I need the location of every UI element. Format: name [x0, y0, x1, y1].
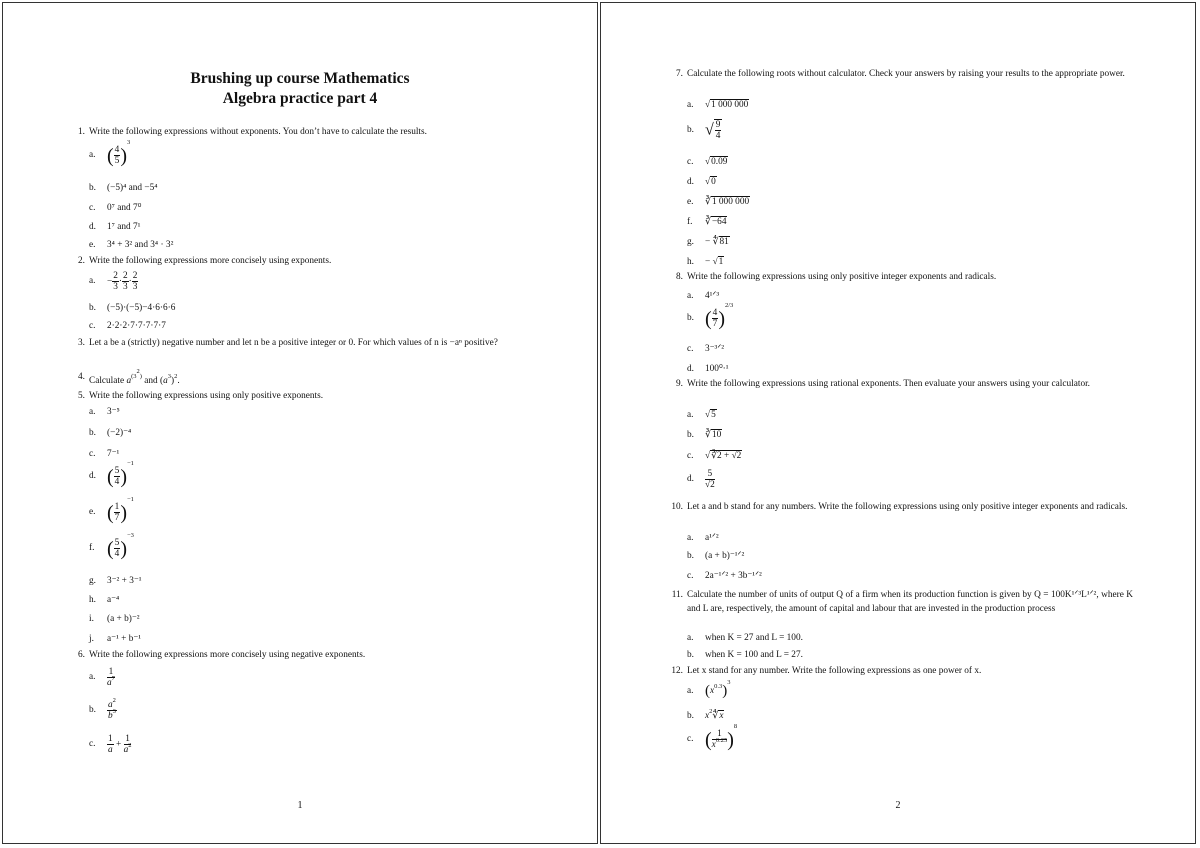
page-number: 1	[297, 800, 303, 811]
q7-f: f. ∛−64	[687, 217, 727, 227]
q5-b: b. (−2)⁻⁴	[89, 428, 132, 438]
q9-a: a. √5	[687, 410, 716, 420]
q5-h: h. a⁻⁴	[89, 595, 120, 605]
document-title: Brushing up course Mathematics Algebra practice part 4	[190, 70, 410, 107]
q10-a: a. a¹ᐟ²	[687, 533, 719, 543]
q5-a: a. 3⁻⁵	[89, 407, 120, 417]
q12-c: c. ( $\frac{1}{x^{0.25}}$ )$^8$	[687, 723, 738, 751]
page-2	[600, 2, 1196, 844]
question-4: 4. Calculate $a^{(3^2)}$ and $(a^3)^2$.	[78, 368, 180, 386]
q2-a: a. − $\frac{2}{3}$ · $\frac{2}{3}$ · $\frac{2}{3}$	[89, 271, 138, 292]
question-8: 8. Write the following expressions using only positive integer exponents and radicals.	[676, 272, 997, 282]
q8-d: d. 100⁰·¹	[687, 364, 729, 374]
q7-h: h. − √1	[687, 257, 724, 267]
page-1	[2, 2, 598, 844]
q9-c: c. √∛2 + √2	[687, 451, 742, 461]
q2-b: b. (−5)·(−5)−4·6·6·6	[89, 303, 176, 313]
q11-b: b. when K = 100 and L = 27.	[687, 650, 803, 660]
q8-c: c. 3⁻³ᐟ²	[687, 344, 725, 354]
q5-i: i. (a + b)⁻²	[89, 614, 140, 624]
q5-j: j. a⁻¹ + b⁻¹	[89, 634, 142, 644]
question-5: 5. Write the following expressions using only positive exponents.	[78, 391, 324, 401]
question-11: 11. Calculate the number of units of output Q of a firm when its production function is given by Q = 100K¹ᐟ³L¹ᐟ², where K and L are, respectively, the amount of capital and labour that are invested in the production process	[671, 590, 1133, 614]
q7-a: a. √1 000 000	[687, 100, 749, 110]
question-6: 6. Write the following expressions more concisely using negative exponents.	[78, 650, 366, 660]
question-7: 7. Calculate the following roots without calculator. Check your answers by raising your results to the appropriate power.	[676, 69, 1125, 79]
q1-c: c. 0⁷ and 7⁰	[89, 203, 142, 213]
q10-c: c. 2a⁻¹ᐟ² + 3b⁻¹ᐟ²	[687, 571, 762, 581]
q1-b: b. (−5)⁴ and −5⁴	[89, 183, 158, 193]
q1-d: d. 1⁷ and 7¹	[89, 222, 141, 232]
q5-c: c. 7⁻¹	[89, 449, 120, 459]
question-10: 10. Let a and b stand for any numbers. Write the following expressions using only positive integer exponents and radicals.	[671, 502, 1128, 512]
q5-d: d. ( $\frac{5}{4}$ )$^{-1}$	[89, 460, 134, 488]
q11-a: a. when K = 27 and L = 100.	[687, 633, 803, 643]
q5-g: g. 3⁻² + 3⁻¹	[89, 576, 142, 586]
q6-b: b. $\frac{a^2}{b^3}$	[89, 697, 116, 721]
q7-b: b. √ $\frac{9}{4}$	[687, 120, 721, 141]
question-1: 1. Write the following expressions without exponents. You don’t have to calculate the results.	[78, 127, 427, 137]
q12-a: a. $(x^{0.3})^3$	[687, 679, 731, 699]
q6-a: a. $\frac{1}{a^7}$	[89, 667, 115, 688]
question-2: 2. Write the following expressions more concisely using exponents.	[78, 256, 332, 266]
question-9: 9. Write the following expressions using rational exponents. Then evaluate your answers using your calculator.	[676, 379, 1090, 389]
q7-d: d. √0	[687, 177, 716, 187]
q6-c: c. $\frac{1}{a}$ + $\frac{1}{a^2}$	[89, 734, 132, 755]
q5-e: e. ( $\frac{1}{7}$ )$^{-1}$	[89, 496, 134, 524]
q5-f: f. ( $\frac{5}{4}$ )$^{-3}$	[89, 532, 134, 560]
page-number: 2	[895, 800, 901, 811]
q12-b: b. $x^2∜x$	[687, 708, 724, 721]
q7-e: e. ∛1 000 000	[687, 197, 750, 207]
question-12: 12. Let x stand for any number. Write the following expressions as one power of x.	[671, 666, 982, 676]
q9-b: b. ∛10	[687, 430, 722, 440]
q2-c: c. 2·2·2·7·7·7·7·7	[89, 321, 166, 331]
q1-a: a. ( $\frac{4}{5}$ )$^3$	[89, 139, 131, 167]
q10-b: b. (a + b)⁻¹ᐟ²	[687, 551, 745, 561]
q8-b: b. ( $\frac{4}{7}$ )$^{2/3}$	[687, 302, 734, 330]
question-3: 3. Let a be a (strictly) negative number and let n be a positive integer or 0. For which values of n is −aⁿ positive?	[78, 338, 498, 348]
q7-g: g. − ∜81	[687, 237, 729, 247]
q1-e: e. 3⁴ + 3² and 3⁴ · 3²	[89, 240, 174, 250]
q9-d: d. $\frac{5}{√2}$	[687, 469, 715, 490]
q7-c: c. √0.09	[687, 157, 728, 167]
q8-a: a. 4¹ᐟ³	[687, 291, 720, 301]
